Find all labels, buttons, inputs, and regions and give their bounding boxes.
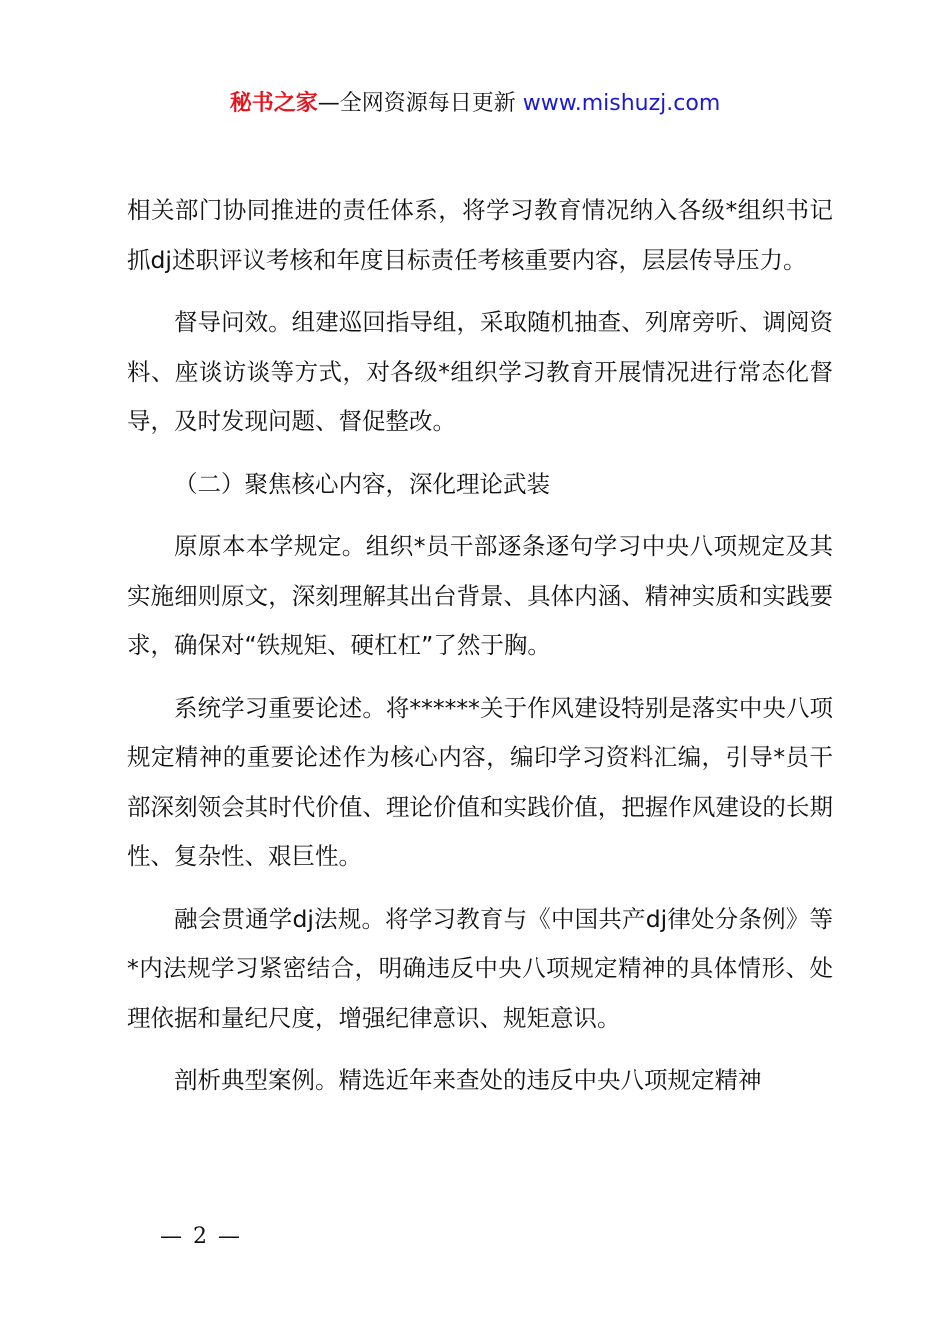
header-tagline: —全网资源每日更新 [317,91,516,116]
paragraph-regulations: 融会贯通学dj法规。将学习教育与《中国共产dj律处分条例》等*内法规学习紧密结合，明确违反中央八项规定精神的具体情形、处理依据和量纪尺度，增强纪律意识、规矩意识。 [127,904,833,1032]
paragraph-continuation: 相关部门协同推进的责任体系，将学习教育情况纳入各级*组织书记抓dj述职评议考核和年度目标责任考核重要内容，层层传导压力。 [127,196,833,274]
paragraph-case-analysis: 剖析典型案例。精选近年来查处的违反中央八项规定精神 [174,1066,762,1094]
document-body [127,186,833,1119]
paragraph-study-discourse: 系统学习重要论述。将******关于作风建设特别是落实中央八项规定精神的重要论述作为核心内容，编印学习资料汇编，引导*员干部深刻领会其时代价值、理论价值和实践价值，把握作风建设的长期性、复杂性、艰巨性。 [127,693,833,870]
paragraph-supervision: 督导问效。组建巡回指导组，采取随机抽查、列席旁听、调阅资料、座谈访谈等方式，对各级*组织学习教育开展情况进行常态化督导，及时发现问题、督促整改。 [127,308,833,435]
page-number: — 2 — [160,1224,242,1249]
site-url-link[interactable]: www.mishuzj.com [522,91,721,116]
paragraph-study-rules: 原原本本学规定。组织*员干部逐条逐句学习中央八项规定及其实施细则原文，深刻理解其出台背景、具体内涵、精神实质和实践要求，确保对“铁规矩、硬杠杠”了然于胸。 [127,532,833,659]
site-header [0,88,950,120]
section-heading: （二）聚焦核心内容，深化理论武装 [174,469,550,498]
brand-name: 秘书之家 [229,91,318,116]
